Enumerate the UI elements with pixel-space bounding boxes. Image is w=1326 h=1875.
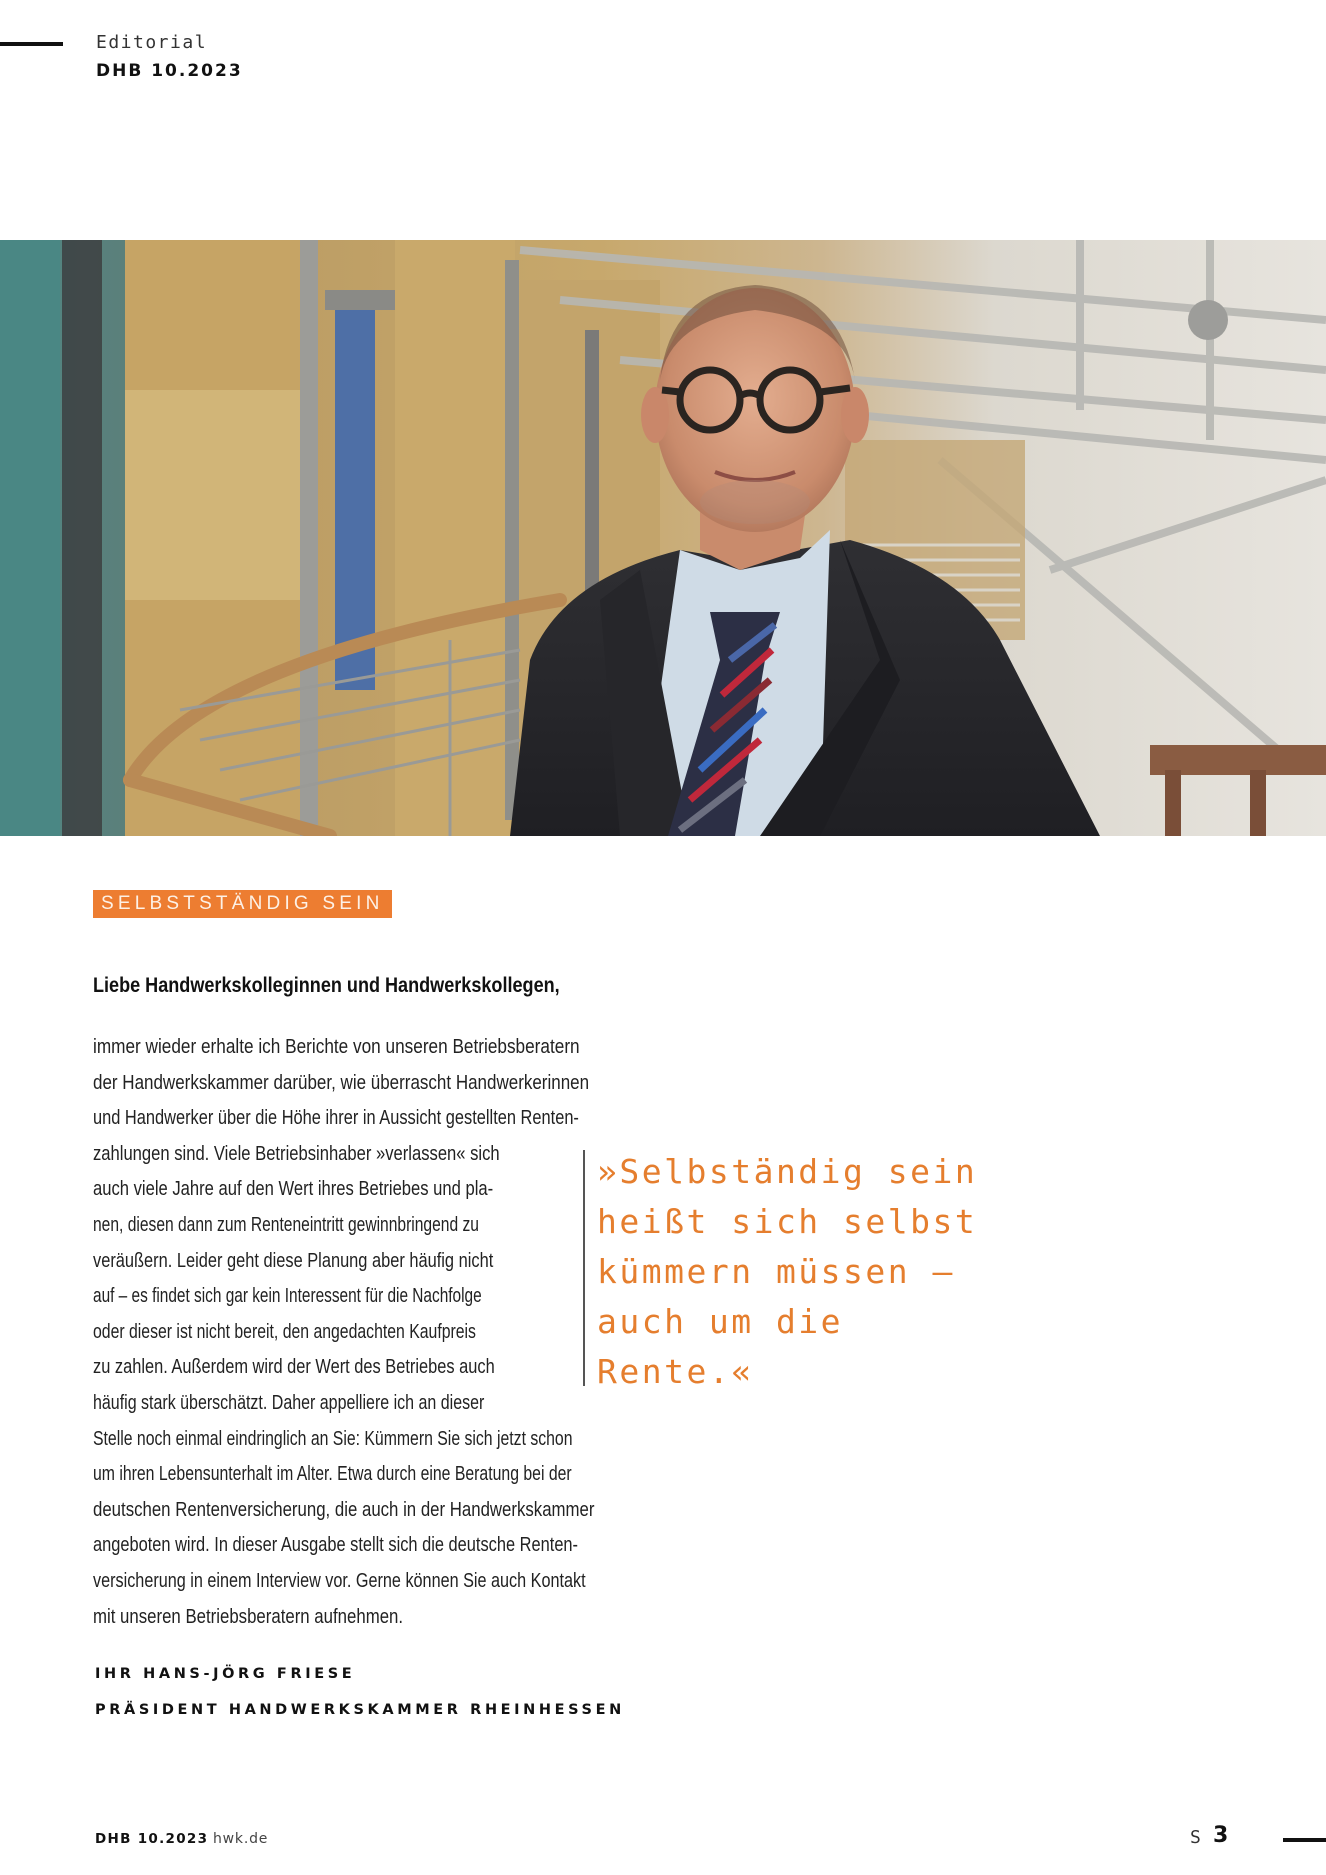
body-line: der Handwerkskammer darüber, wie überrascht Handwerkerinnen: [93, 1072, 590, 1094]
salutation-heading: Liebe Handwerkskolleginnen und Handwerkskollegen,: [93, 974, 560, 997]
signature-name: IHR HANS-JÖRG FRIESE: [95, 1666, 356, 1682]
body-line: nen, diesen dann zum Renteneintritt gewinnbringend zu: [93, 1214, 479, 1236]
pull-quote-line: heißt sich selbst: [597, 1202, 978, 1241]
pull-quote-line: »Selbständig sein: [597, 1152, 978, 1191]
body-line: häufig stark überschätzt. Daher appelliere ich an dieser: [93, 1392, 485, 1414]
body-line: veräußern. Leider geht diese Planung aber häufig nicht: [93, 1250, 494, 1272]
body-line: zu zahlen. Außerdem wird der Wert des Betriebes auch: [93, 1356, 495, 1378]
portrait-photo: [0, 240, 1326, 836]
footer-issue: DHB 10.2023: [95, 1831, 209, 1847]
body-line: oder dieser ist nicht bereit, den angedachten Kaufpreis: [93, 1321, 476, 1343]
pull-quote-line: kümmern müssen –: [597, 1252, 955, 1291]
body-line: Stelle noch einmal eindringlich an Sie: Kümmern Sie sich jetzt schon: [93, 1428, 573, 1450]
body-line: deutschen Rentenversicherung, die auch in der Handwerkskammer: [93, 1499, 595, 1521]
category-tag: SELBSTSTÄNDIG SEIN: [93, 890, 392, 918]
signature-title: PRÄSIDENT HANDWERKSKAMMER RHEINHESSEN: [95, 1702, 625, 1718]
body-line: zahlungen sind. Viele Betriebsinhaber »verlassen« sich: [93, 1143, 500, 1165]
pull-quote-line: auch um die: [597, 1302, 844, 1341]
body-line: auch viele Jahre auf den Wert ihres Betriebes und pla-: [93, 1178, 494, 1200]
footer-website-link[interactable]: hwk.de: [213, 1831, 269, 1847]
pull-quote-line: Rente.«: [597, 1352, 754, 1391]
body-line: und Handwerker über die Höhe ihrer in Aussicht gestellten Renten-: [93, 1107, 579, 1129]
section-label: Editorial: [96, 32, 208, 53]
body-line: auf – es findet sich gar kein Interessent für die Nachfolge: [93, 1285, 482, 1307]
body-line: mit unseren Betriebsberatern aufnehmen.: [93, 1606, 404, 1628]
body-line: angeboten wird. In dieser Ausgabe stellt sich die deutsche Renten-: [93, 1534, 579, 1556]
header-rule: [0, 42, 63, 46]
page-prefix: S: [1190, 1827, 1201, 1848]
footer-rule: [1283, 1838, 1326, 1842]
page-number: 3: [1213, 1823, 1229, 1848]
body-line: immer wieder erhalte ich Berichte von unseren Betriebsberatern: [93, 1036, 580, 1058]
pull-quote-rule: [583, 1150, 585, 1386]
issue-label: DHB 10.2023: [96, 61, 243, 81]
body-line: um ihren Lebensunterhalt im Alter. Etwa durch eine Beratung bei der: [93, 1463, 572, 1485]
body-line: versicherung in einem Interview vor. Gerne können Sie auch Kontakt: [93, 1570, 586, 1592]
